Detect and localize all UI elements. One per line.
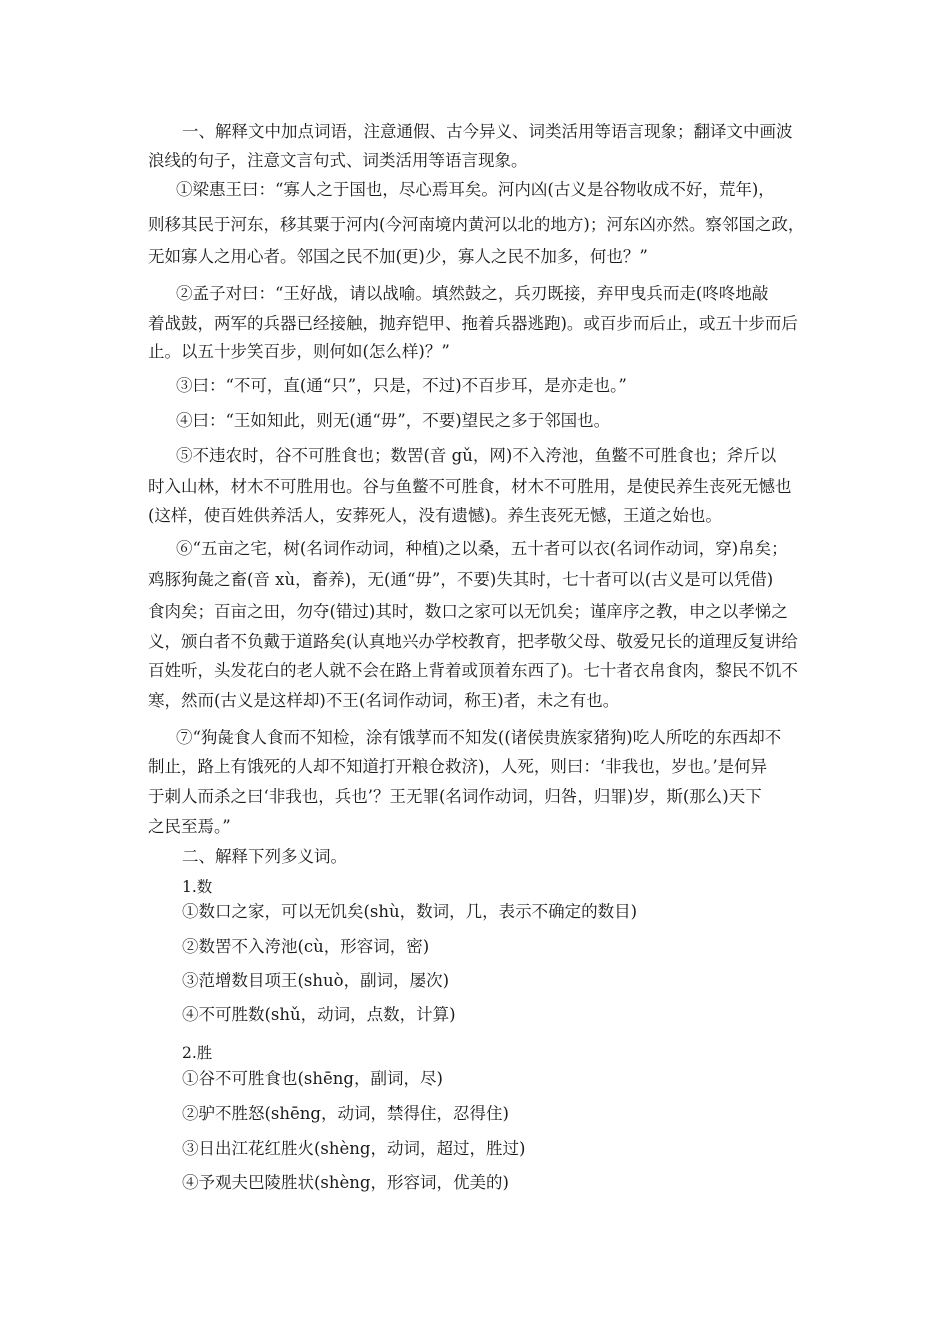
section1-intro-line: 一、解释文中加点词语，注意通假、古今异义、词类活用等语言现象；翻译文中画波	[182, 122, 793, 141]
paragraph-4-line: ④曰：“王如知此，则无(通“毋”，不要)望民之多于邻国也。	[176, 411, 611, 430]
paragraph-2-line: 止。以五十步笑百步，则何如(怎么样)？”	[148, 342, 450, 361]
paragraph-5-line: ⑤不违农时，谷不可胜食也；数罟(音 gǔ，网)不入洿池，鱼鳖不可胜食也；斧斤以	[176, 446, 777, 465]
group-title: 1.数	[182, 878, 213, 896]
paragraph-7-line: 之民至焉。”	[148, 817, 231, 836]
paragraph-1-line: ①梁惠王曰：“寡人之于国也，尽心焉耳矣。河内凶(古义是谷物收成不好，荒年)，	[176, 180, 775, 199]
paragraph-1-line: 则移其民于河东，移其粟于河内(今河南境内黄河以北的地方)；河东凶亦然。察邻国之政，	[148, 215, 805, 234]
paragraph-5-line: (这样，使百姓供养活人，安葬死人，没有遗憾)。养生丧死无憾，王道之始也。	[148, 506, 722, 525]
paragraph-6-line: 寒，然而(古义是这样却)不王(名词作动词，称王)者，未之有也。	[148, 691, 620, 710]
definition-item: ②数罟不入洿池(cù，形容词，密)	[182, 937, 430, 956]
definition-item: ①数口之家，可以无饥矣(shù，数词，几，表示不确定的数目)	[182, 902, 638, 921]
paragraph-6-line: 百姓听，头发花白的老人就不会在路上背着或顶着东西了)。七十者衣帛食肉，黎民不饥不	[148, 661, 798, 680]
paragraph-6-line: 义，颁白者不负戴于道路矣(认真地兴办学校教育，把孝敬父母、敬爱兄长的道理反复讲给	[148, 632, 798, 651]
paragraph-2-line: ②孟子对曰：“王好战，请以战喻。填然鼓之，兵刃既接，弃甲曳兵而走(咚咚地敲	[176, 284, 769, 303]
paragraph-7-line: 制止，路上有饿死的人却不知道打开粮仓救济)，人死，则曰：‘非我也，岁也。’是何异	[148, 757, 768, 776]
paragraph-3-line: ③曰：“不可，直(通“只”，只是，不过)不百步耳，是亦走也。”	[176, 376, 627, 395]
section2-heading: 二、解释下列多义词。	[182, 847, 347, 866]
paragraph-6-line: ⑥“五亩之宅，树(名词作动词，种植)之以桑，五十者可以衣(名词作动词，穿)帛矣；	[176, 539, 788, 558]
paragraph-6-line: 鸡豚狗彘之畜(音 xù，畜养)，无(通“毋”，不要)失其时，七十者可以(古义是可以凭借)	[148, 570, 774, 589]
definition-item: ②驴不胜怒(shēng，动词，禁得住，忍得住)	[182, 1104, 509, 1123]
definition-item: ④不可胜数(shǔ，动词，点数，计算)	[182, 1005, 456, 1024]
paragraph-7-line: 于刺人而杀之曰‘非我也，兵也’？王无罪(名词作动词，归咎，归罪)岁，斯(那么)天下	[148, 787, 762, 806]
definition-item: ③范增数目项王(shuò，副词，屡次)	[182, 971, 450, 990]
paragraph-7-line: ⑦“狗彘食人食而不知检，涂有饿莩而不知发((诸侯贵族家猪狗)吃人所吃的东西却不	[176, 728, 782, 747]
paragraph-5-line: 时入山林，材木不可胜用也。谷与鱼鳖不可胜食，材木不可胜用，是使民养生丧死无憾也	[148, 477, 792, 496]
paragraph-6-line: 食肉矣；百亩之田，勿夺(错过)其时，数口之家可以无饥矣；谨庠序之教，申之以孝悌之	[148, 602, 788, 621]
definition-item: ③日出江花红胜火(shèng，动词，超过，胜过)	[182, 1139, 526, 1158]
definition-item: ④予观夫巴陵胜状(shèng，形容词，优美的)	[182, 1173, 509, 1192]
definition-item: ①谷不可胜食也(shēng，副词，尽)	[182, 1069, 443, 1088]
group-title: 2.胜	[182, 1044, 213, 1062]
section1-intro-line: 浪线的句子，注意文言句式、词类活用等语言现象。	[148, 151, 528, 170]
paragraph-1-line: 无如寡人之用心者。邻国之民不加(更)少，寡人之民不加多，何也？”	[148, 247, 648, 266]
paragraph-2-line: 着战鼓，两军的兵器已经接触，抛弃铠甲、拖着兵器逃跑)。或百步而后止，或五十步而后	[148, 314, 798, 333]
